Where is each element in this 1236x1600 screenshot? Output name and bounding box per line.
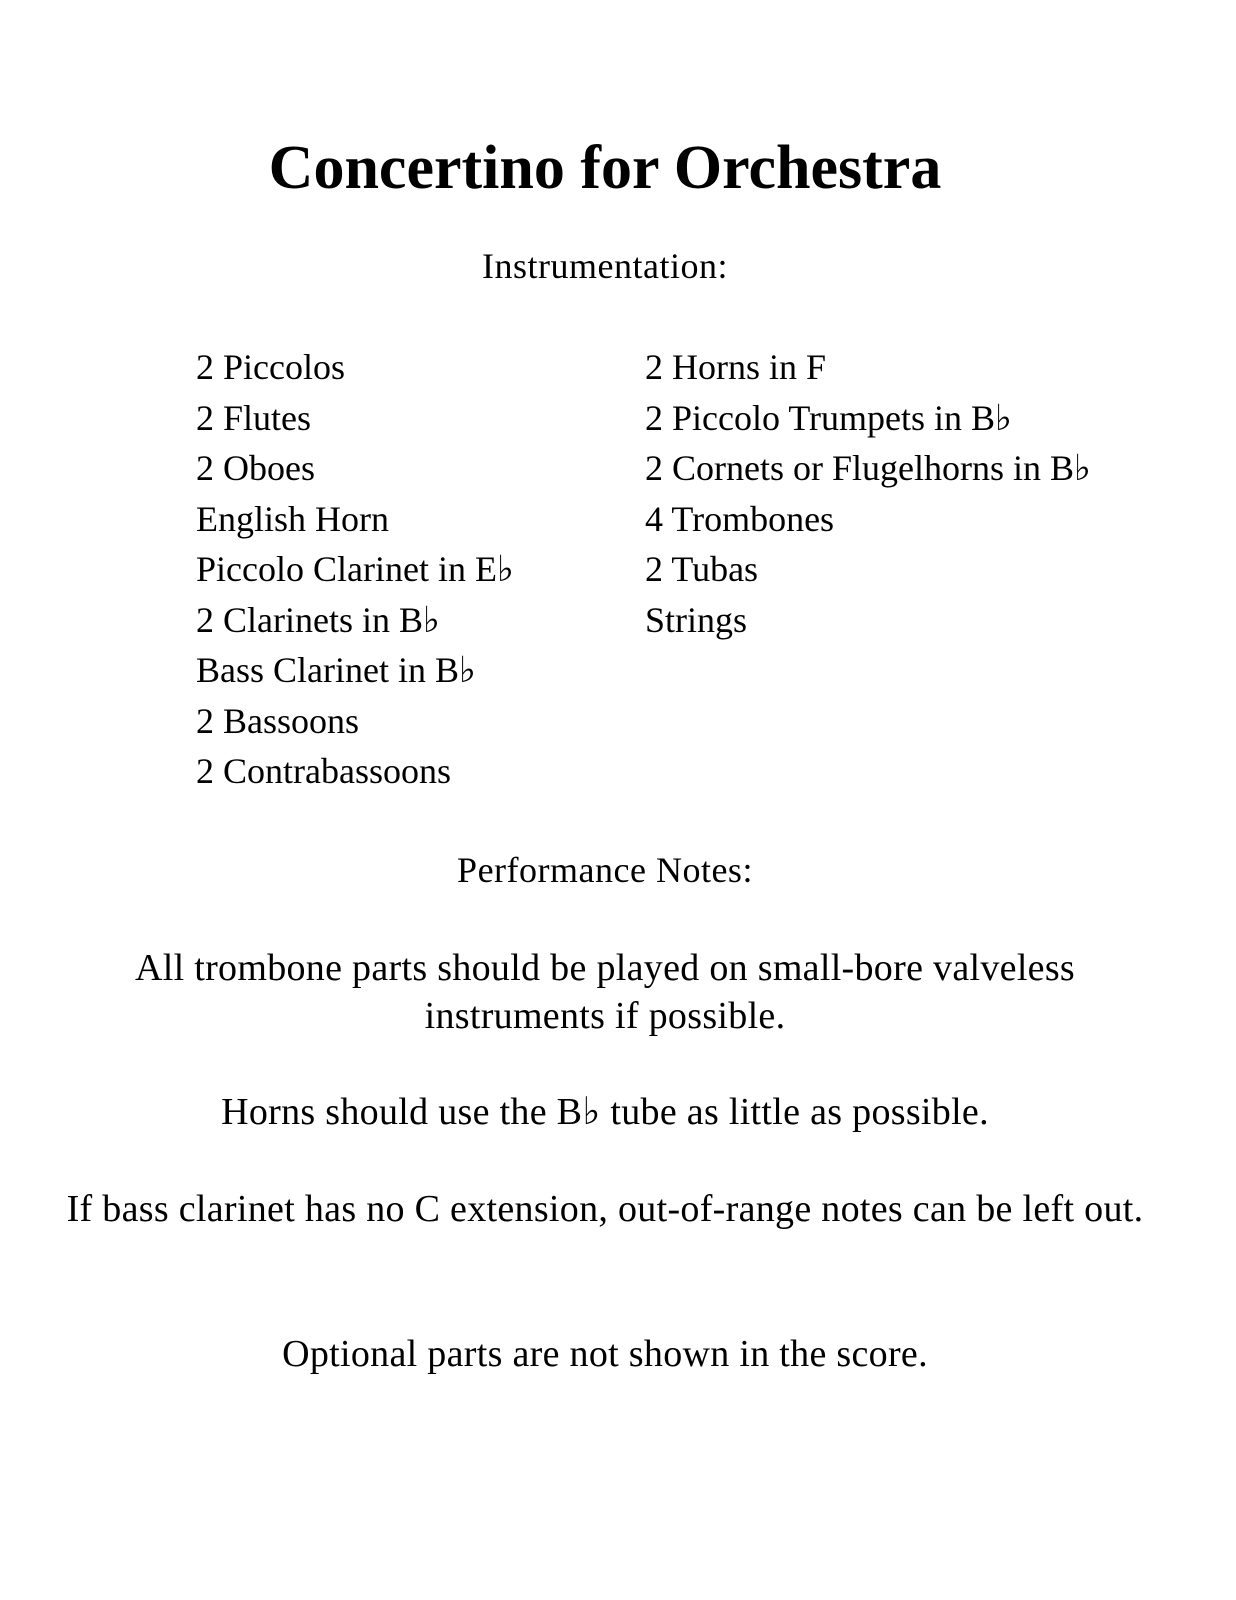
- instrument-item: 2 Piccolo Trumpets in B♭: [645, 397, 1013, 438]
- instrument-item: 2 Tubas: [645, 549, 759, 589]
- performance-note: Horns should use the B♭ tube as little as possible.: [221, 1091, 989, 1133]
- performance-note: If bass clarinet has no C extension, out-of-range notes can be left out.: [66, 1188, 1144, 1230]
- instrumentation-heading: Instrumentation:: [482, 246, 728, 286]
- performance-notes-heading: Performance Notes:: [457, 850, 753, 890]
- instrument-item: 2 Horns in F: [645, 347, 827, 387]
- page-title: Concertino for Orchestra: [268, 134, 942, 202]
- instrument-item: Bass Clarinet in B♭: [196, 650, 476, 690]
- instrument-item: 2 Bassoons: [196, 700, 360, 741]
- instrument-item: 2 Oboes: [196, 448, 315, 488]
- instrument-item: English Horn: [196, 498, 389, 539]
- instrument-item: 2 Contrabassoons: [196, 751, 451, 791]
- instrument-list-left: [196, 342, 514, 797]
- performance-note: Optional parts are not shown in the score.: [282, 1333, 928, 1375]
- performance-note: All trombone parts should be played on small-bore valveless instruments if possible.: [134, 947, 1076, 1037]
- instrument-list-right: [645, 342, 1091, 645]
- instrument-item: 2 Flutes: [196, 397, 312, 438]
- instrument-item: Strings: [645, 599, 748, 640]
- instrument-item: Piccolo Clarinet in E♭: [196, 549, 514, 589]
- instrument-item: 2 Cornets or Flugelhorns in B♭: [645, 448, 1091, 488]
- instrument-item: 4 Trombones: [645, 498, 835, 539]
- instrument-item: 2 Piccolos: [196, 347, 345, 387]
- instrument-item: 2 Clarinets in B♭: [196, 599, 440, 640]
